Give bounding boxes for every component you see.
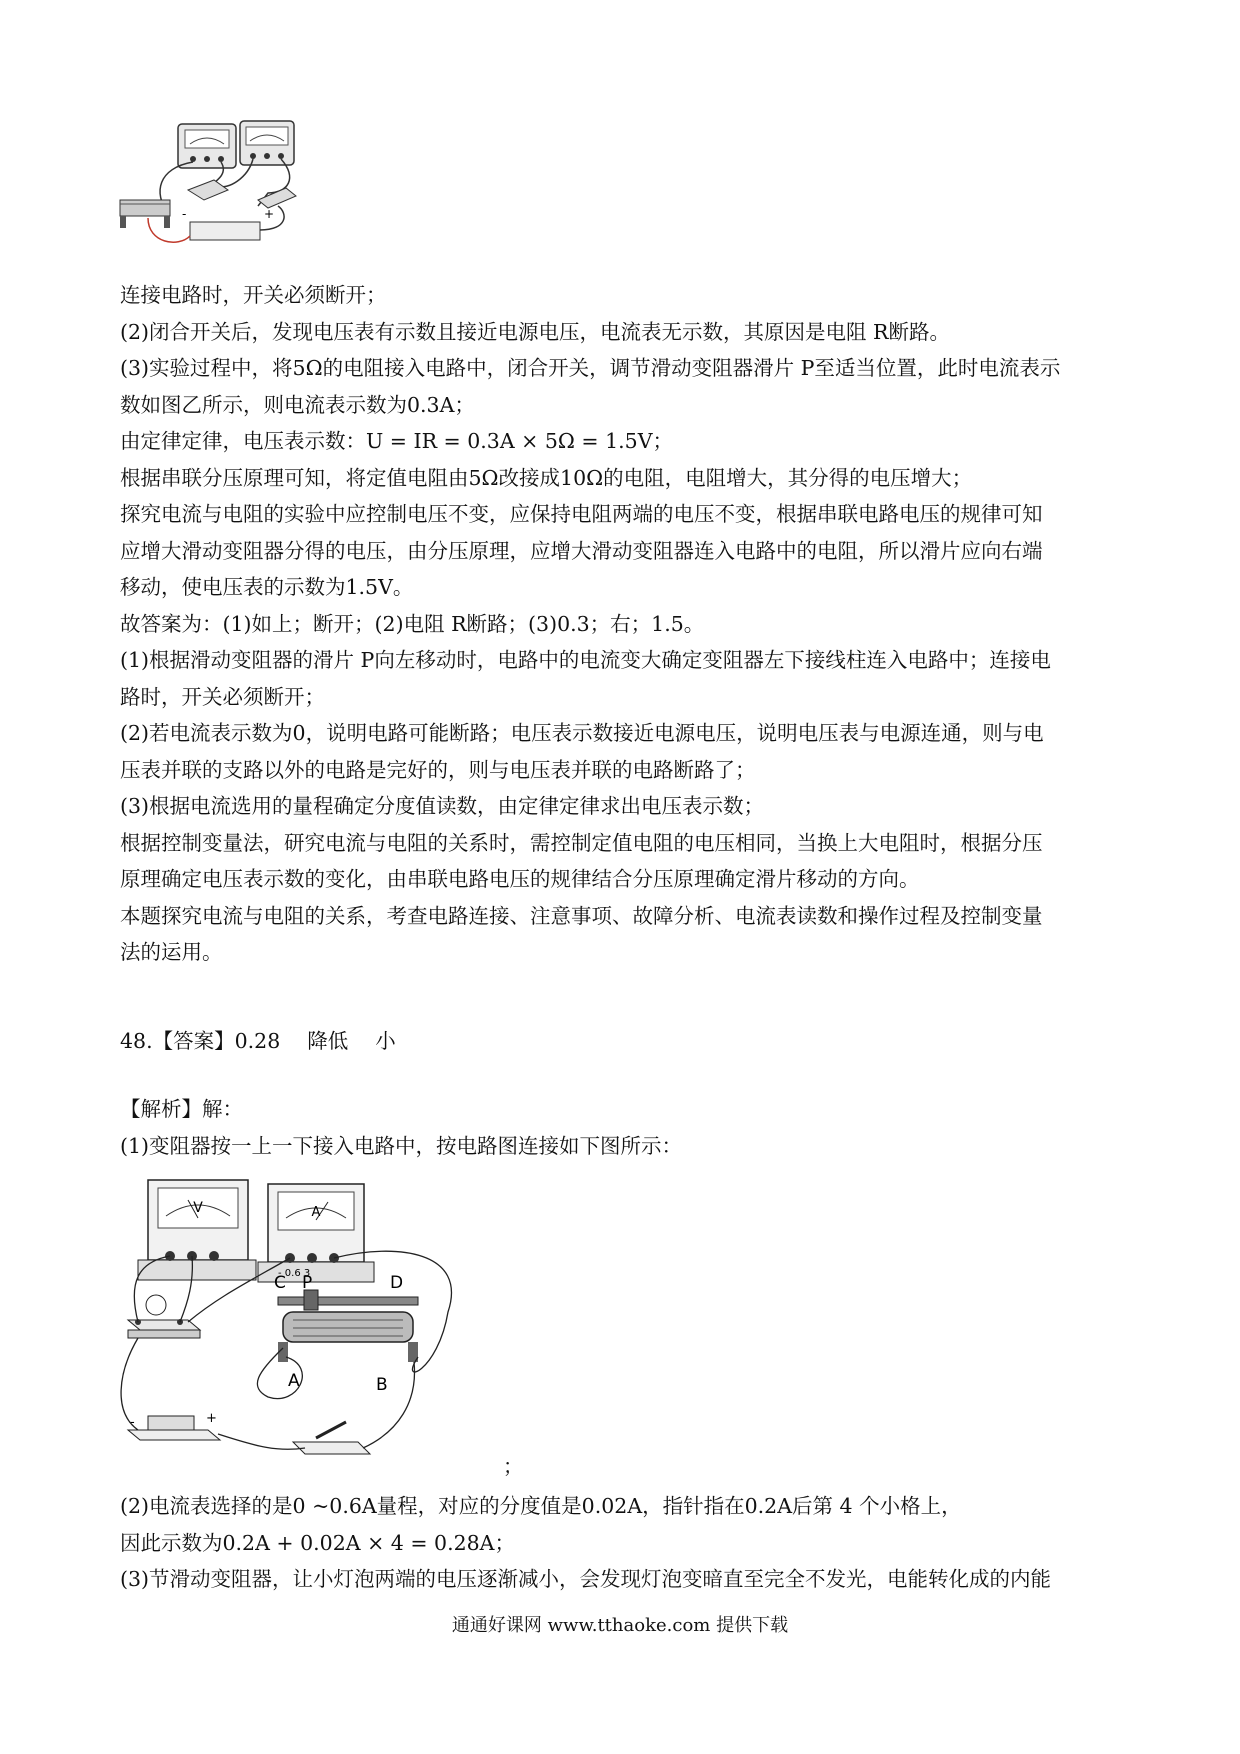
text-line: 根据串联分压原理可知，将定值电阻由5Ω改接成10Ω的电阻，电阻增大，其分得的电压增大；: [120, 465, 973, 490]
circuit-figure-top: [118, 118, 343, 266]
text-line: (3)根据电流选用的量程确定分度值读数，由定律定律求出电压表示数；: [120, 794, 765, 818]
text-line: 数如图乙所示，则电流表示数为0.3A；: [120, 392, 475, 417]
meter-right-icon: [240, 121, 294, 165]
figure-semicolon: ；: [503, 1454, 523, 1478]
ammeter-icon: [258, 1184, 374, 1282]
ammeter-label: A: [311, 1205, 321, 1220]
text-line: 本题探究电流与电阻的关系，考查电路连接、注意事项、故障分析、电流表读数和操作过程及控制变量: [120, 903, 1043, 928]
ammeter-terminals: - 0.6 3: [278, 1268, 311, 1279]
terminal-c-label: C: [274, 1273, 286, 1293]
meter-left-icon: [178, 124, 236, 168]
svg-text:+: +: [264, 207, 275, 221]
text-line: 因此示数为0.2A + 0.02A × 4 = 0.28A；: [120, 1530, 515, 1555]
text-line: 压表并联的支路以外的电路是完好的，则与电压表并联的电路断路了；: [120, 757, 756, 782]
text-line: (3)实验过程中，将5Ω的电阻接入电路中，闭合开关，调节滑动变阻器滑片 P至适当位置，此时电流表示: [120, 356, 1061, 380]
text-line: 探究电流与电阻的实验中应控制电压不变，应保持电阻两端的电压不变，根据串联电路电压的规律可知: [120, 502, 1043, 526]
voltmeter-icon: [138, 1180, 256, 1280]
text-line: 移动，使电压表的示数为1.5V。: [120, 575, 414, 599]
terminal-b-label: B: [376, 1375, 388, 1395]
text-line: (2)闭合开关后，发现电压表有示数且接近电源电压，电流表无示数，其原因是电阻 R断路。: [120, 319, 950, 344]
text-line: (3)节滑动变阻器，让小灯泡两端的电压逐渐减小，会发现灯泡变暗直至完全不发光，电能转化成的内能: [120, 1567, 1052, 1591]
text-block-bottom: [120, 1488, 1130, 1598]
battery-minus-label: -: [130, 1415, 135, 1430]
text-line: 应增大滑动变阻器分得的电压，由分压原理，应增大滑动变阻器连入电路中的电阻，所以滑片应向右端: [120, 538, 1043, 563]
analysis-heading: 【解析】解：: [120, 1097, 243, 1121]
text-line: (2)若电流表示数为0，说明电路可能断路；电压表示数接近电源电压，说明电压表与电源连通，则与电: [120, 721, 1044, 745]
terminal-a-label: A: [288, 1371, 300, 1391]
text-line: 由定律定律，电压表示数：U = IR = 0.3A × 5Ω = 1.5V；: [120, 429, 673, 453]
circuit-figure-connection: [118, 1172, 503, 1472]
battery-plus-label: +: [206, 1411, 217, 1426]
text-line: 原理确定电压表示数的变化，由串联电路电压的规律结合分压原理确定滑片移动的方向。: [120, 867, 920, 891]
text-line: 连接电路时，开关必须断开；: [120, 283, 387, 307]
text-line: (2)电流表选择的是0 ~0.6A量程，对应的分度值是0.02A，指针指在0.2A后第 4 个小格上，: [120, 1494, 962, 1518]
slider-p-label: P: [302, 1273, 313, 1293]
text-block-top: [120, 277, 1130, 971]
text-line: 故答案为：(1)如上；断开；(2)电阻 R断路；(3)0.3；右；1.5。: [120, 611, 705, 636]
answer-block: [120, 1023, 1130, 1060]
svg-text:-: -: [182, 207, 187, 221]
page-footer: 通通好课网 www.tthaoke.com 提供下载: [451, 1615, 789, 1636]
voltmeter-label: V: [193, 1200, 203, 1216]
analysis-line: (1)变阻器按一上一下接入电路中，按电路图连接如下图所示：: [120, 1133, 683, 1158]
text-line: 根据控制变量法，研究电流与电阻的关系时，需控制定值电阻的电压相同，当换上大电阻时，根据分压: [120, 830, 1043, 855]
terminal-d-label: D: [390, 1273, 404, 1293]
text-line: 路时，开关必须断开；: [120, 684, 325, 709]
text-line: (1)根据滑动变阻器的滑片 P向左移动时，电路中的电流变大确定变阻器左下接线柱连入电路中；连接电: [120, 648, 1051, 672]
text-line: 法的运用。: [120, 940, 223, 964]
analysis-block: [120, 1091, 1130, 1164]
answer-line: 48.【答案】0.28 降低 小: [120, 1029, 396, 1053]
